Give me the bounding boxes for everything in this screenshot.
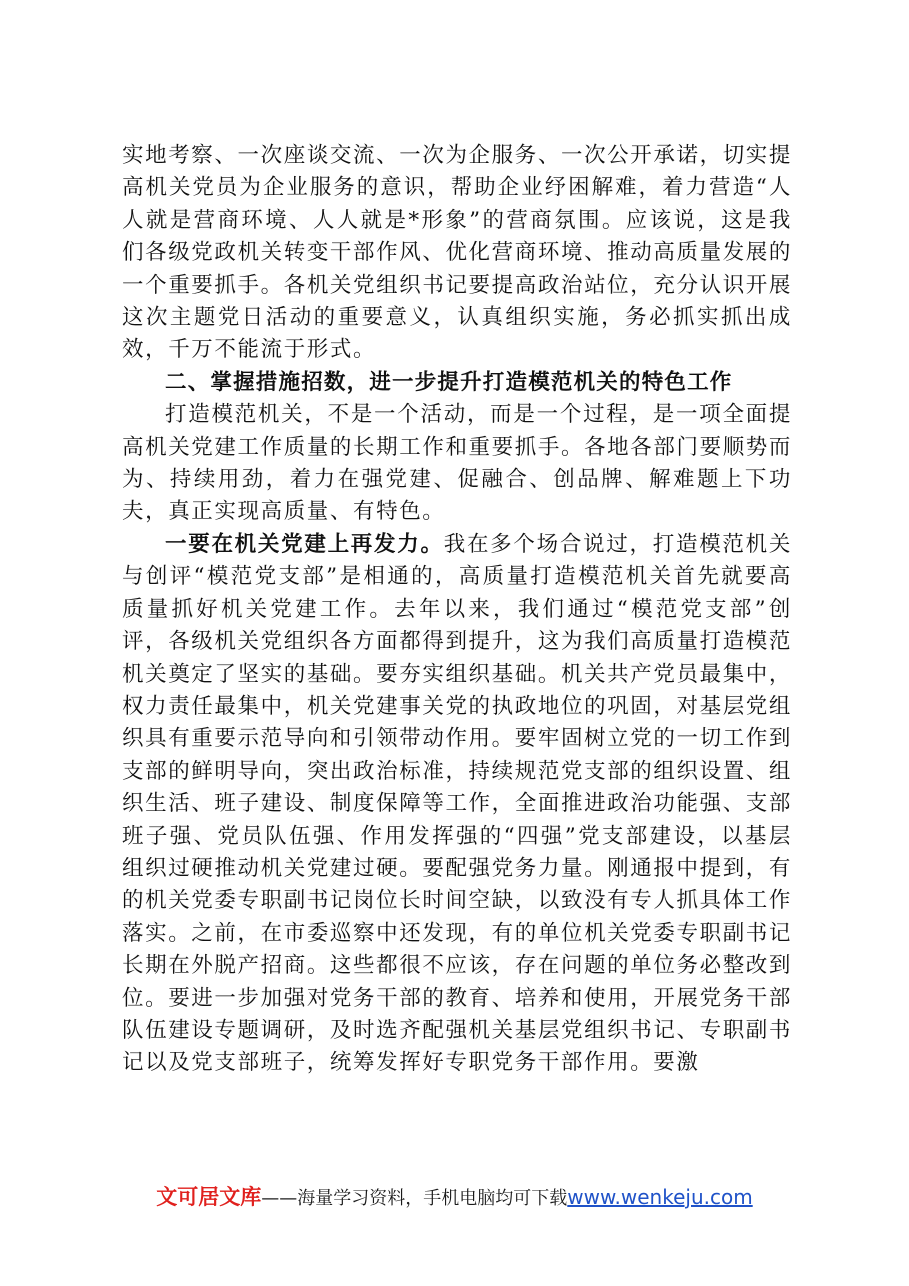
document-body (122, 140, 792, 1080)
paragraph-intro: 打造模范机关，不是一个活动，而是一个过程，是一项全面提高机关党建工作质量的长期工作和重要抓手。各地各部门要顺势而为、持续用劲，着力在强党建、促融合、创品牌、解难题上下功夫，真正实现高质量、有特色。 (122, 402, 792, 525)
footer-brand: 文可居文库 (156, 1185, 262, 1209)
footer-banner (0, 1183, 909, 1213)
footer-tagline: ——海量学习资料，手机电脑均可下载 (261, 1188, 568, 1209)
paragraph-point-one (122, 529, 792, 1080)
section-heading: 二、掌握措施招数，进一步提升打造模范机关的特色工作 (165, 369, 733, 395)
paragraph-continued: 实地考察、一次座谈交流、一次为企服务、一次公开承诺，切实提高机关党员为企业服务的意识，帮助企业纾困解难，着力营造“人人就是营商环境、人人就是*形象”的营商氛围。应该说，这是我们各级党政机关转变干部作风、优化营商环境、推动高质量发展的一个重要抓手。各机关党组织书记要提高政治站位，充分认识开展这次主题党日活动的重要意义，认真组织实施，务必抓实抓出成效，千万不能流于形式。 (122, 143, 792, 363)
footer-site-link[interactable]: www.wenkeju.com (567, 1185, 753, 1209)
point-one-body: 我在多个场合说过，打造模范机关与创评“模范党支部”是相通的，高质量打造模范机关首先就要高质量抓好机关党建工作。去年以来，我们通过“模范党支部”创评，各级机关党组织各方面都得到提升，这为我们高质量打造模范机关奠定了坚实的基础。要夯实组织基础。机关共产党员最集中，权力责任最集中，机关党建事关党的执政地位的巩固，对基层党组织具有重要示范导向和引领带动作用。要牢固树立党的一切工作到支部的鲜明导向，突出政治标准，持续规范党支部的组织设置、组织生活、班子建设、制度保障等工作，全面推进政治功能强、支部班子强、党员队伍强、作用发挥强的“四强”党支部建设，以基层组织过硬推动机关党建过硬。要配强党务力量。刚通报中提到，有的机关党委专职副书记岗位长时间空缺，以致没有专人抓具体工作落实。之前，在市委巡察中还发现，有的单位机关党委专职副书记长期在外脱产招商。这些都很不应该，存在问题的单位务必整改到位。要进一步加强对党务干部的教育、培养和使用，开展党务干部队伍建设专题调研，及时选齐配强机关基层党组织书记、专职副书记以及党支部班子，统筹发挥好专职党务干部作用。要激 (122, 531, 792, 1076)
point-one-lead: 一要在机关党建上再发力。 (165, 531, 444, 557)
